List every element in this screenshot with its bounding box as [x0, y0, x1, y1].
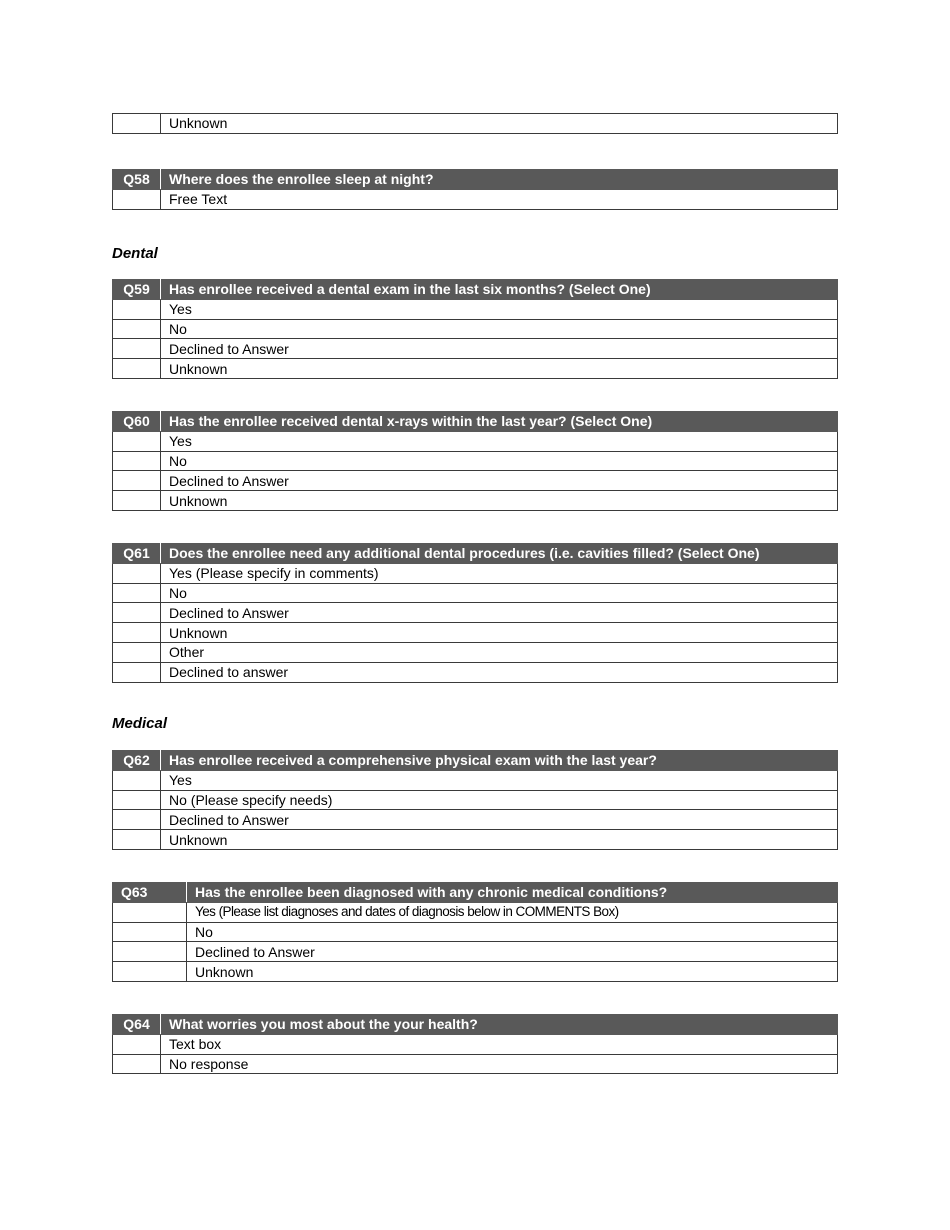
question-number: Q62: [113, 751, 161, 771]
question-text: Has enrollee received a comprehensive physical exam with the last year?: [161, 751, 838, 771]
question-text: Has the enrollee been diagnosed with any chronic medical conditions?: [187, 883, 838, 903]
q59-table: [112, 279, 838, 379]
option-label: No: [161, 451, 838, 471]
option-label: No (Please specify needs): [161, 790, 838, 810]
answer-checkbox[interactable]: [113, 319, 161, 339]
question-number: Q58: [113, 170, 161, 190]
answer-checkbox[interactable]: [113, 830, 161, 850]
question-header: [113, 1015, 838, 1035]
option-row: [113, 642, 838, 662]
answer-checkbox[interactable]: [113, 1034, 161, 1054]
option-label: Unknown: [161, 830, 838, 850]
question-number: Q59: [113, 280, 161, 300]
option-row: [113, 319, 838, 339]
section-heading-dental: Dental: [112, 245, 158, 262]
option-label: Declined to answer: [161, 662, 838, 682]
question-text: What worries you most about the your health?: [161, 1015, 838, 1035]
question-header: [113, 170, 838, 190]
option-label: Declined to Answer: [187, 942, 838, 962]
option-label: Unknown: [161, 114, 838, 134]
option-row: [113, 603, 838, 623]
answer-checkbox[interactable]: [113, 299, 161, 319]
q64-table: [112, 1014, 838, 1074]
option-row: [113, 339, 838, 359]
question-number: Q60: [113, 412, 161, 432]
option-row: [113, 563, 838, 583]
q58-table: [112, 169, 838, 210]
question-text: Where does the enrollee sleep at night?: [161, 170, 838, 190]
q61-table: [112, 543, 838, 683]
option-label: No: [161, 319, 838, 339]
option-row: [113, 114, 838, 134]
option-row: [113, 810, 838, 830]
option-label: Other: [161, 642, 838, 662]
question-header: [113, 280, 838, 300]
answer-checkbox[interactable]: [113, 339, 161, 359]
q63-table: [112, 882, 838, 982]
question-header: [113, 751, 838, 771]
option-row: [113, 431, 838, 451]
option-label: Yes (Please list diagnoses and dates of diagnosis below in COMMENTS Box): [187, 902, 838, 922]
option-row: [113, 662, 838, 682]
question-number: Q64: [113, 1015, 161, 1035]
question-text: Has the enrollee received dental x-rays within the last year? (Select One): [161, 412, 838, 432]
answer-checkbox[interactable]: [113, 114, 161, 134]
question-header: [113, 412, 838, 432]
option-row: [113, 902, 838, 922]
answer-checkbox[interactable]: [113, 962, 187, 982]
option-label: Yes: [161, 770, 838, 790]
option-label: Unknown: [161, 623, 838, 643]
option-row: [113, 471, 838, 491]
option-row: [113, 491, 838, 511]
answer-checkbox[interactable]: [113, 189, 161, 209]
option-row: [113, 451, 838, 471]
answer-checkbox[interactable]: [113, 603, 161, 623]
answer-checkbox[interactable]: [113, 1054, 161, 1074]
option-row: [113, 583, 838, 603]
option-row: [113, 1034, 838, 1054]
question-number: Q63: [113, 883, 187, 903]
q57-fragment-table: [112, 113, 838, 134]
question-number: Q61: [113, 544, 161, 564]
answer-checkbox[interactable]: [113, 359, 161, 379]
option-label: Unknown: [187, 962, 838, 982]
answer-checkbox[interactable]: [113, 431, 161, 451]
option-label: Yes: [161, 299, 838, 319]
answer-checkbox[interactable]: [113, 902, 187, 922]
answer-checkbox[interactable]: [113, 623, 161, 643]
option-label: Free Text: [161, 189, 838, 209]
option-label: Yes (Please specify in comments): [161, 563, 838, 583]
option-row: [113, 359, 838, 379]
q60-table: [112, 411, 838, 511]
question-header: [113, 883, 838, 903]
option-row: [113, 299, 838, 319]
option-row: [113, 790, 838, 810]
option-row: [113, 189, 838, 209]
option-label: No: [161, 583, 838, 603]
option-label: Declined to Answer: [161, 339, 838, 359]
option-row: [113, 922, 838, 942]
question-text: Does the enrollee need any additional dental procedures (i.e. cavities filled? (Select One): [161, 544, 838, 564]
question-header: [113, 544, 838, 564]
option-label: Unknown: [161, 491, 838, 511]
answer-checkbox[interactable]: [113, 942, 187, 962]
option-label: Yes: [161, 431, 838, 451]
answer-checkbox[interactable]: [113, 922, 187, 942]
answer-checkbox[interactable]: [113, 583, 161, 603]
option-row: [113, 942, 838, 962]
option-label: Text box: [161, 1034, 838, 1054]
answer-checkbox[interactable]: [113, 642, 161, 662]
q62-table: [112, 750, 838, 850]
option-row: [113, 1054, 838, 1074]
option-label: No: [187, 922, 838, 942]
answer-checkbox[interactable]: [113, 810, 161, 830]
option-label: Declined to Answer: [161, 603, 838, 623]
option-label: Declined to Answer: [161, 471, 838, 491]
option-label: Unknown: [161, 359, 838, 379]
answer-checkbox[interactable]: [113, 563, 161, 583]
answer-checkbox[interactable]: [113, 662, 161, 682]
option-label: No response: [161, 1054, 838, 1074]
option-row: [113, 962, 838, 982]
answer-checkbox[interactable]: [113, 491, 161, 511]
answer-checkbox[interactable]: [113, 471, 161, 491]
option-row: [113, 830, 838, 850]
answer-checkbox[interactable]: [113, 790, 161, 810]
option-label: Declined to Answer: [161, 810, 838, 830]
option-row: [113, 623, 838, 643]
answer-checkbox[interactable]: [113, 451, 161, 471]
answer-checkbox[interactable]: [113, 770, 161, 790]
question-text: Has enrollee received a dental exam in the last six months? (Select One): [161, 280, 838, 300]
section-heading-medical: Medical: [112, 715, 168, 732]
option-row: [113, 770, 838, 790]
